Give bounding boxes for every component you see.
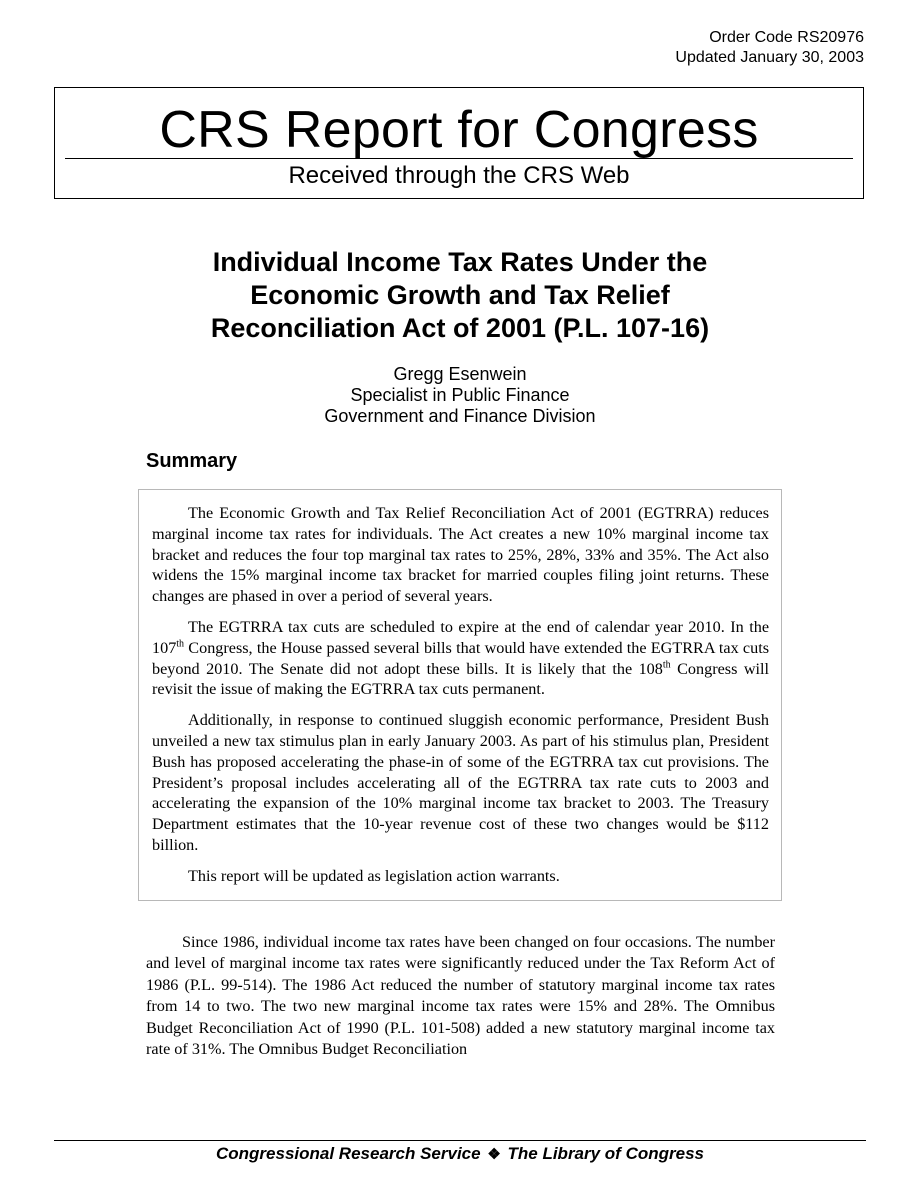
author-division: Government and Finance Division (324, 406, 596, 426)
header-subtitle: Received through the CRS Web (288, 162, 630, 189)
summary-paragraph-3: Additionally, in response to continued sluggish economic performance, President Bush unveiled a new tax stimulus plan in early January 2003. As part of his stimulus plan, President Bush has proposed accelerating the phase-in of some of the EGTRRA tax cut provisions. The President’s proposal includes accelerating all of the EGTRRA tax rate cuts to 2003 and accelerating the expansion of the 10% marginal income tax bracket to 2003. The Treasury Department estimates that the 10-year revenue cost of these two changes would be $112 billion. (152, 711, 769, 854)
header-divider (65, 158, 853, 159)
diamond-separator-icon: ❖ (487, 1146, 501, 1163)
header-title: CRS Report for Congress (159, 101, 759, 159)
title-line-3: Reconciliation Act of 2001 (P.L. 107-16) (210, 313, 710, 343)
summary-p2-text-b: Congress, the House passed several bills that would have extended the EGTRRA tax cuts beyond 2010. The Senate did not adopt these bills. It is likely that the 108 (152, 638, 769, 678)
title-line-2: Economic Growth and Tax Relief (250, 280, 670, 310)
summary-paragraph-4: This report will be updated as legislation action warrants. (188, 866, 560, 885)
summary-paragraph-1: The Economic Growth and Tax Relief Reconciliation Act of 2001 (EGTRRA) reduces marginal income tax rates for individuals. The Act creates a new 10% marginal income tax bracket and reduces the four top marginal tax rates to 25%, 28%, 33% and 35%. The Act also widens the 15% marginal income tax bracket for married couples filing joint returns. These changes are phased in over a period of several years. (152, 504, 769, 606)
author-name: Gregg Esenwein (393, 364, 527, 384)
footer-crs: Congressional Research Service (216, 1144, 481, 1163)
author-block (0, 364, 920, 427)
report-title (100, 246, 820, 345)
summary-heading: Summary (146, 450, 238, 472)
summary-p2-text-c: Congress will revisit the issue of making the EGTRRA tax cuts permanent. (152, 659, 769, 699)
summary-box (138, 489, 782, 901)
order-info (675, 28, 864, 68)
body-text (146, 932, 775, 1060)
order-code: Order Code RS20976 (709, 29, 864, 46)
footer-divider (54, 1140, 866, 1141)
report-header-box (54, 87, 864, 199)
updated-date: Updated January 30, 2003 (675, 49, 864, 66)
author-position: Specialist in Public Finance (350, 385, 570, 405)
footer-loc: The Library of Congress (507, 1144, 704, 1163)
superscript-th: th (662, 659, 671, 671)
summary-paragraph-2 (152, 617, 769, 700)
superscript-th: th (176, 638, 185, 650)
footer (0, 1144, 920, 1165)
title-line-1: Individual Income Tax Rates Under the (212, 247, 708, 277)
body-paragraph-1: Since 1986, individual income tax rates have been changed on four occasions. The number and level of marginal income tax rates were significantly reduced under the Tax Reform Act of 1986 (P.L. 99-514). The 1986 Act reduced the number of statutory marginal income tax rates from 14 to two. The two new marginal income tax rates were 15% and 28%. The Omnibus Budget Reconciliation Act of 1990 (P.L. 101-508) added a new statutory marginal income tax rate of 31%. The Omnibus Budget Reconciliation (146, 933, 775, 1059)
summary-p2-text-a: The EGTRRA tax cuts are scheduled to expire at the end of calendar year 2010. In the 107 (152, 617, 769, 657)
